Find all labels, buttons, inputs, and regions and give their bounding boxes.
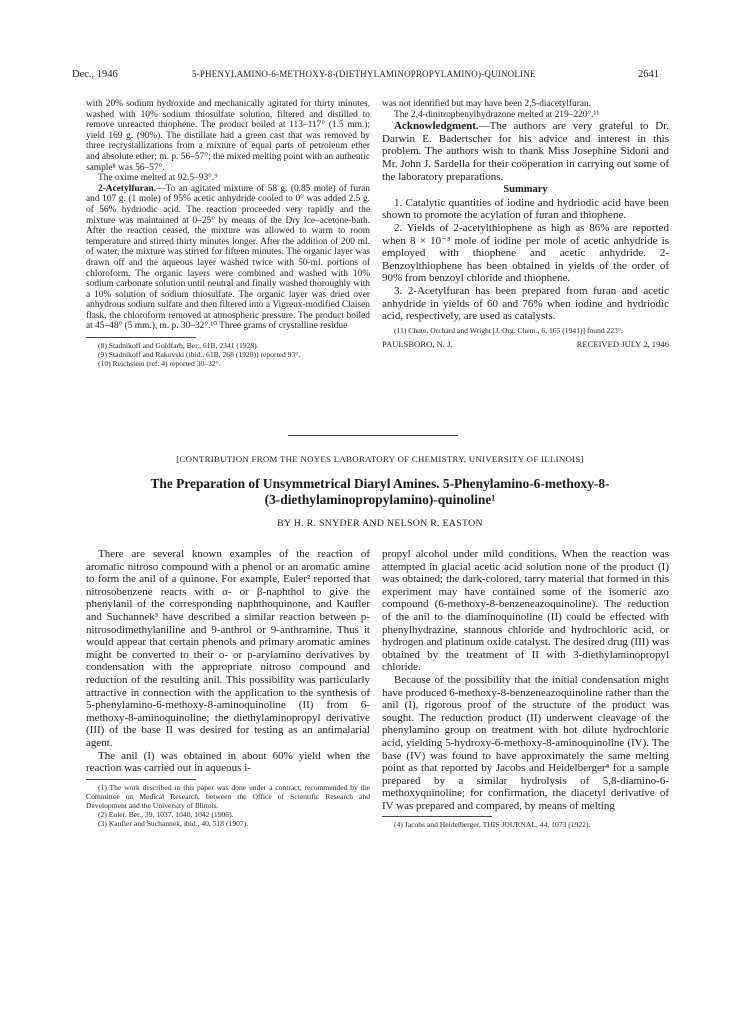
run-in-heading: Acknowledgment. [394,120,479,133]
footnote: (1) The work described in this paper was done under a contract, recommended by the Committee on Medical Research, between the Office of Scientific Research and Development and the University of Illinois. [86,782,370,810]
footnote-divider [86,779,196,780]
footnote: (11) Chute, Orchard and Wright [J. Org. Chem., 6, 165 (1941)] found 223°. [394,325,623,335]
summary-item: 3. 2-Acetylfuran has been prepared from furan and acetic anhydride in yields of 60 and 76% when iodine and hydriodic acid, respectively, are used as catalysts. [382,284,669,323]
dateline [382,339,669,350]
top-left-column [86,99,370,368]
footnote: (4) Jacobs and Heidelberger, THIS JOURNAL, 44, 1073 (1922). [394,820,591,830]
run-in-heading: 2-Acetylfuran. [98,183,157,194]
paragraph: with 20% sodium hydroxide and mechanically agitated for thirty minutes, washed with 10% sodium thiosulfate solution, filtered and distilled to remove unreacted thiophene. The product boiled at 113–117° (1.5 mm.); yield 169 g. (90%). The distillate had a green cast that was removed by three recrystallizations from a mixture of equal parts of petroleum ether and absolute ether; m. p. 56–57°; the mixed melting point with an authentic sample⁸ was 56–57°. [86,99,370,173]
paragraph-2-acetylfuran [86,184,370,332]
footnote: (10) Reichstein (ref. 4) reported 30–32°. [98,359,221,369]
paragraph: There are several known examples of the reaction of aromatic nitroso compound with a phenol or an aromatic amine to form the anil of a quinone. For example, Euler² reported that nitrosobenzene reacts with α- or β-naphthol to give the phenylanil of the corresponding naphthoquinone, and Kaufler and Suchannek³ have described a similar reaction between p-nitrosodimethylaniline and 9-anthrol or 9-anthramine. Thus it would appear that certain phenols and primary aromatic amines might be converted to their o- or p-arylamino derivatives by condensation with the appropriate nitroso compound and reduction of the resulting anil. This possibility was particularly attractive in connection with the application to the synthesis of 5-phenylamino-6-methoxy-8-aminoquinoline (II) from 6-methoxy-8-aminoquinoline; the diethylaminopropyl derivative (III) of the base II was desired for testing as an antimalarial agent. [86,548,370,749]
summary-item: 1. Catalytic quantities of iodine and hydriodic acid have been shown to promote the acylation of furan and thiophene. [382,196,669,222]
summary-heading: Summary [503,184,548,196]
footnote: (3) Kaufler and Suchannek, ibid., 40, 518 (1907). [98,818,249,828]
footnote: (2) Euler, Ber., 39, 1037, 1040, 1042 (1906). [98,809,234,819]
title-line-2: (3-diethylaminopropylamino)-quinoline¹ [264,492,496,507]
header-page-number: 2641 [638,69,659,80]
header-date: Dec., 1946 [72,69,118,80]
paragraph: was not identified but may have been 2,5-diacetylfuran. [382,99,592,109]
paragraph: The anil (I) was obtained in about 60% yield when the reaction was carried out in aqueous i- [86,749,370,775]
header-running-title: 5-PHENYLAMINO-6-METHOXY-8-(DIETHYLAMINOPROPYLAMINO)-QUINOLINE [192,69,536,79]
bottom-left-column [86,548,370,828]
summary-item: 2. Yields of 2-acetylthiophene as high as 86% are reported when 8 × 10⁻³ mole of iodine per mole of acetic anhydride is employed with thiophene and acetic anhydride. 2-Benzoylthiophene has been obtained in yields of the order of 90% from benzoyl chloride and thiophene. [382,221,669,285]
place: PAULSBORO, N. J. [382,338,453,349]
paragraph-text: —To an agitated mixture of 58 g. (0.85 mole) of furan and 107 g. (1 mole) of 95% acetic anhydride cooled to 0° was added 2.5 g. of 56% hydriodic acid. The reaction proceeded very rapidly and the mixture was maintained at 0–25° by means of the Dry Ice–acetone-bath. After the reaction ceased, the mixture was allowed to warm to room temperature and stirred thirty minutes longer. After the addition of 200 ml. of water, the mixture was stirred for fifteen minutes. The organic layer was drawn off and the aqueous layer washed twice with 50-ml. portions of chloroform. The organic layers were combined and washed with 10% sodium carbonate solution until neutral and finally washed thoroughly with a 10% solution of sodium thiosulfate. The organic layer was dried over anhydrous sodium sulfate and then filtered into a Vigreux-modified Claisen flask, the chloroform removed at atmospheric pressure. The product boiled at 45–48° (5 mm.), m. p. 30–32°.¹⁰ Three grams of crystalline residue [86,183,370,332]
paragraph: propyl alcohol under mild conditions. When the reaction was attempted in glacial acetic acid solution none of the product (I) was obtained; the dark-colored, tarry material that formed in this experiment may have contained some of the isomeric azo compound (6-methoxy-8-benzeneazoquinoline). The reduction of the anil to the diaminoquinoline (II) could be effected with phenylhydrazine, stannous chloride and hydrochloric acid, or hydrogen and platinum oxide catalyst. The desired drug (III) was obtained by the treatment of II with 3-diethylaminopropyl chloride. [382,548,669,674]
section-divider [288,435,458,436]
paragraph: The oxime melted at 92.5–93°.⁹ [98,173,218,184]
bottom-right-column [382,548,669,829]
paragraph: The 2,4-dinitrophenylhydrazone melted at 219–220°.¹¹ [394,109,600,120]
top-right-column [382,99,669,349]
article-title [80,476,680,508]
contribution-line: [CONTRIBUTION FROM THE NOYES LABORATORY OF CHEMISTRY, UNIVERSITY OF ILLINOIS] [176,454,584,464]
received-date: RECEIVED JULY 2, 1946 [576,338,669,349]
running-header [72,69,659,85]
footnote-divider [382,816,492,817]
footnote-divider [86,337,196,338]
title-line-1: The Preparation of Unsymmetrical Diaryl Amines. 5-Phenylamino-6-methoxy-8- [150,476,610,491]
paragraph: Because of the possibility that the initial condensation might have produced 6-methoxy-8-benzeneazoquinoline rather than the anil (I), rigorous proof of the structure of the product was sought. The reduction product (II) underwent cleavage of the phenylamino group on treatment with hot dilute hydrochloric acid, yielding 5-hydroxy-6-methoxy-8-aminoquinoline (IV). The base (IV) was found to have approximately the same melting point as that reported by Jacobs and Heidelberger⁴ for a sample prepared by a similar hydrolysis of 5,8-diamino-6-methoxyquinoline; for confirmation, the diacetyl derivative of IV was prepared and compared, by means of melting [382,673,669,812]
acknowledgment [382,120,669,183]
footnote: (8) Stadnikoff and Goldfarb, Ber., 61B, 2341 (1928). [98,341,259,351]
authors: BY H. R. SNYDER AND NELSON R. EASTON [277,518,483,529]
footnote: (9) Stadnikoff and Rakovski (ibid., 61B, 268 (1928)) reported 93°. [98,350,301,360]
paragraph-text: —The authors are very grateful to Dr. Darwin E. Badertscher for his advice and interest in this problem. The authors wish to thank Miss Josephine Sidoni and Mr. John J. Sardella for their coöperation in carrying out some of the laboratory preparations. [382,120,669,183]
